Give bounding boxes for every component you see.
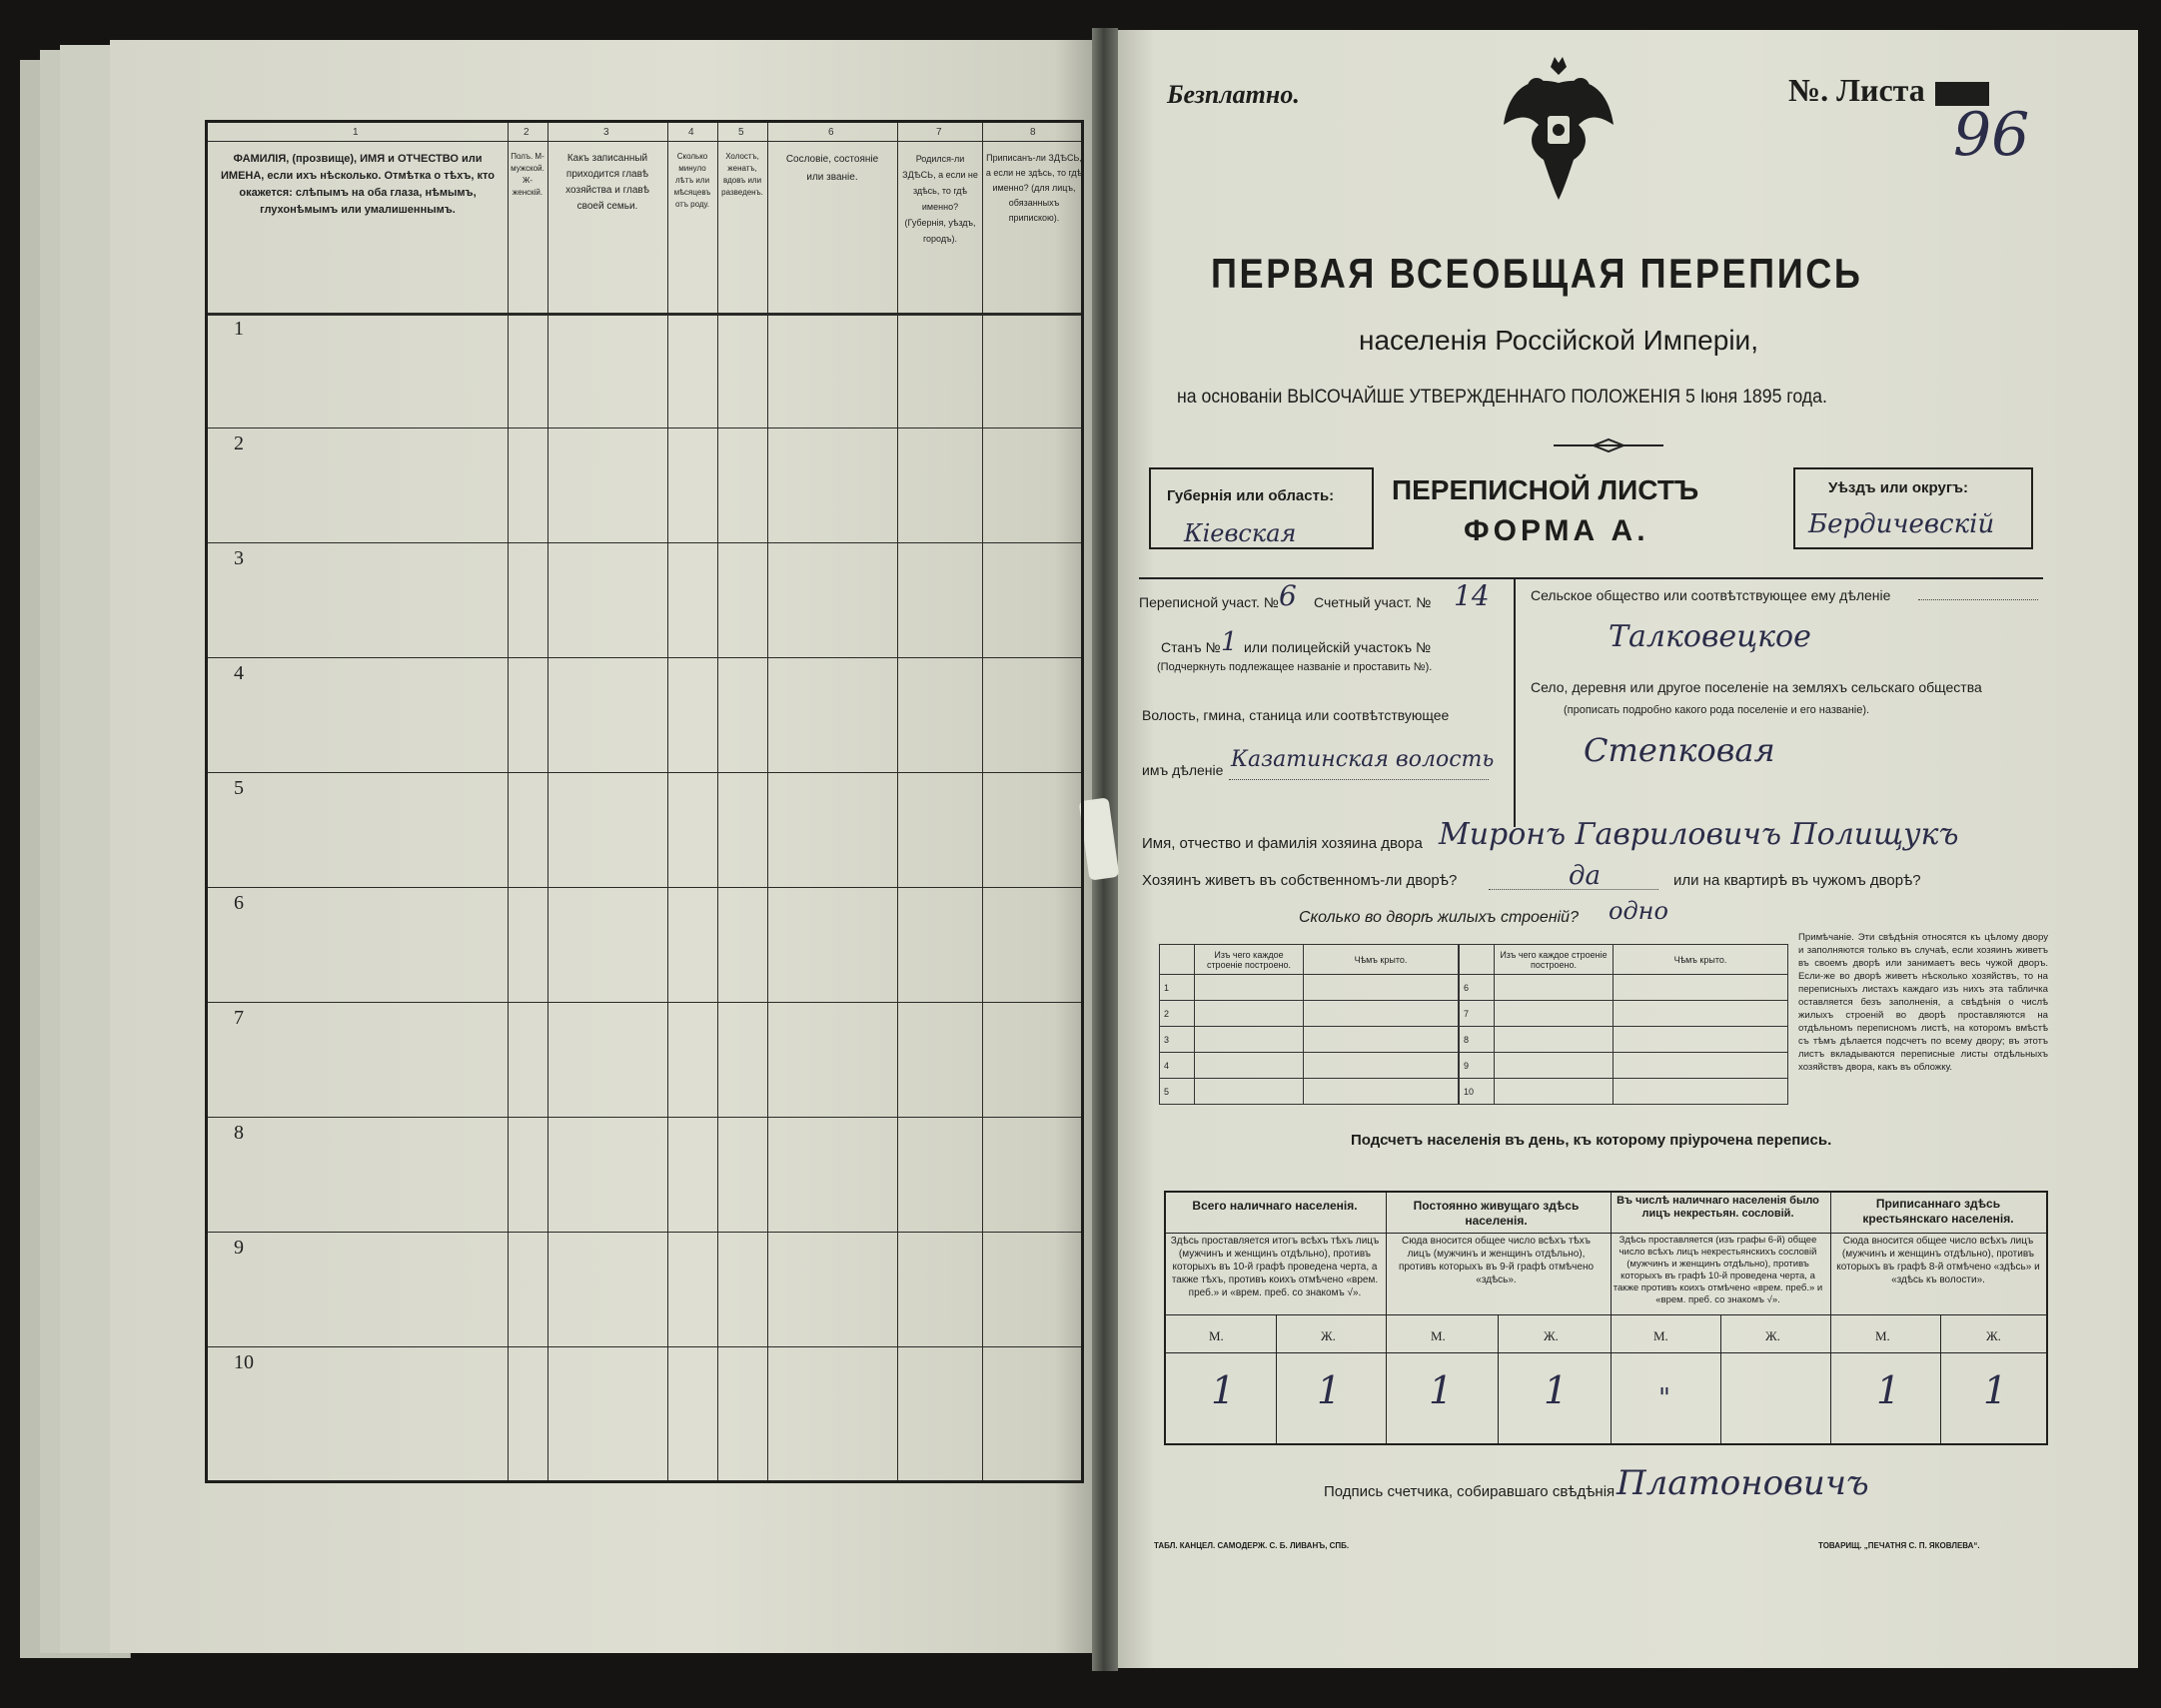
roof-header: Чѣмъ крыто. xyxy=(1614,945,1788,975)
form-type: ФОРМА А. xyxy=(1464,514,1649,547)
sheet-number-label: №. Листа xyxy=(1788,72,1925,108)
column-header-relation: Какъ записанный приходится главѣ хозяйства и главѣ своей семьи. xyxy=(565,153,649,212)
police-label: или полицейскій участокъ № xyxy=(1244,639,1432,655)
census-plot-label: Переписной участ. № xyxy=(1139,594,1279,610)
column-number: 3 xyxy=(603,127,609,138)
buildings-label: Сколько во дворѣ жилыхъ строеній? xyxy=(1299,909,1579,926)
row-number: 8 xyxy=(234,1122,244,1144)
female-label: Ж. xyxy=(1986,1328,2001,1343)
permanent-female-value[interactable]: 1 xyxy=(1544,1368,1569,1412)
building-row-number: 5 xyxy=(1160,1079,1195,1105)
village-value[interactable]: Степковая xyxy=(1584,731,1775,769)
male-label: М. xyxy=(1653,1328,1668,1343)
building-row-number: 8 xyxy=(1460,1027,1495,1053)
tally-header-total: Всего наличнаго населенія. xyxy=(1192,1199,1358,1213)
building-row-number: 9 xyxy=(1460,1053,1495,1079)
left-census-table xyxy=(205,120,1084,1483)
tally-desc-total: Здѣсь проставляется итогъ всѣхъ тѣхъ лицъ (мужчинъ и женщинъ отдѣльно), противъ которыхъ въ 10-й графѣ проведена черта, а также тѣхъ, противъ коихъ отмѣчено «врем. преб.» и «врем. преб. со знакомъ √». xyxy=(1170,1236,1380,1298)
row-number: 7 xyxy=(234,1007,244,1029)
column-number: 5 xyxy=(738,127,744,138)
tally-header-permanent: Постоянно живущаго здѣсь населенія. xyxy=(1413,1199,1580,1228)
buildings-note: Примѣчаніе. Эти свѣдѣнія относятся къ цѣлому двору и заполняются только въ случаѣ, если хозяинъ живетъ въ своемъ дворѣ или занимаетъ весь чужой дворъ. Если-же во дворѣ живетъ нѣсколько хозяйствъ, то на переписныхъ листахъ каждаго изъ нихъ эта табличка оставляется безъ заполненія, а свѣдѣнія о числѣ жилыхъ строеній во дворѣ проставляются на отдѣльномъ переписномъ листѣ, на которомъ вмѣстѣ съ тѣмъ дѣлается подсчетъ по всему двору; въ этотъ листъ вкладываются переписные листы отдѣльныхъ хозяйствъ двора, какъ въ обложку. xyxy=(1798,932,2048,1073)
building-row-number: 10 xyxy=(1460,1079,1495,1105)
uezd-value[interactable]: Бердичевскій xyxy=(1808,509,1995,539)
column-header-marital: Холостъ, женатъ, вдовъ или разведенъ. xyxy=(721,152,763,197)
female-label: Ж. xyxy=(1544,1328,1559,1343)
own-house-label: Хозяинъ живетъ въ собственномъ-ли дворѣ? xyxy=(1142,872,1458,889)
stan-label: Станъ № xyxy=(1161,639,1221,655)
building-row-number: 4 xyxy=(1160,1053,1195,1079)
printer-right: ТОВАРИЩ. „ПЕЧАТНЯ С. П. ЯКОВЛЕВА“. xyxy=(1818,1541,1980,1550)
volost-line xyxy=(1229,779,1489,780)
volost-label: Волость, гмина, станица или соотвѣтствующее xyxy=(1142,707,1450,723)
row-number: 9 xyxy=(234,1237,244,1259)
column-number: 2 xyxy=(524,127,530,138)
stan-value[interactable]: 1 xyxy=(1221,627,1238,657)
tally-desc-permanent: Сюда вносится общее число всѣхъ тѣхъ лицъ (мужчинъ и женщинъ отдѣльно), противъ которыхъ въ 9-й графѣ отмѣчено «здѣсь». xyxy=(1398,1236,1595,1285)
registered-female-value[interactable]: 1 xyxy=(1983,1368,2008,1412)
row-number: 5 xyxy=(234,777,244,799)
registered-male-value[interactable]: 1 xyxy=(1876,1368,1901,1412)
building-row-number: 3 xyxy=(1160,1027,1195,1053)
total-female-value[interactable]: 1 xyxy=(1317,1368,1342,1412)
row-number: 4 xyxy=(234,662,244,684)
column-number: 4 xyxy=(688,127,694,138)
column-header-birthplace: Родился-ли ЗДѢСЬ, а если не здѣсь, то гдѣ именно? (Губернія, уѣздъ, городъ). xyxy=(902,154,978,244)
guberniya-value[interactable]: Кіевская xyxy=(1184,519,1297,547)
tally-desc-nonpeasant: Здѣсь проставляется (изъ графы 6-й) общее число всѣхъ лицъ некрестьянскихъ сословій (мужчинъ и женщинъ отдѣльно), противъ которыхъ въ графѣ 10-й проведена черта, а также противъ коихъ отмѣчено «врем. преб.» и «врем. преб. со знакомъ √». xyxy=(1613,1235,1823,1305)
buildings-table-left xyxy=(1159,944,1459,1105)
column-number: 8 xyxy=(1030,127,1036,138)
form-title: ПЕРЕПИСНОЙ ЛИСТЪ xyxy=(1392,474,1699,505)
counting-plot-value[interactable]: 14 xyxy=(1454,579,1490,612)
column-number: 6 xyxy=(828,127,834,138)
sheet-number-value: 96 xyxy=(1953,100,2030,170)
printer-left: ТАБЛ. КАНЦЕЛ. САМОДЕРЖ. С. Б. ЛИВАНЪ, СПБ. xyxy=(1154,1541,1350,1550)
material-header: Изъ чего каждое строеніе построено. xyxy=(1195,945,1304,975)
male-label: М. xyxy=(1209,1328,1224,1343)
column-number: 1 xyxy=(353,127,359,138)
building-row-number: 1 xyxy=(1160,975,1195,1001)
village-label: Село, деревня или другое поселеніе на земляхъ сельскаго общества xyxy=(1531,679,1982,695)
row-number: 3 xyxy=(234,547,244,569)
guberniya-label: Губернія или область: xyxy=(1167,487,1335,504)
row-number: 1 xyxy=(234,318,244,340)
roof-header: Чѣмъ крыто. xyxy=(1304,945,1459,975)
society-label: Сельское общество или соотвѣтствующее ему дѣленіе xyxy=(1531,587,1891,603)
census-plot-value[interactable]: 6 xyxy=(1279,579,1297,612)
divider xyxy=(1139,577,2043,579)
counting-plot-label: Счетный участ. № xyxy=(1314,594,1432,610)
tally-title: Подсчетъ населенія въ день, къ которому пріурочена перепись. xyxy=(1351,1132,1832,1149)
volost-label-2: имъ дѣленіе xyxy=(1142,762,1224,778)
underline-note: (Подчеркнуть подлежащее названіе и проставить №). xyxy=(1157,661,1433,673)
volost-value[interactable]: Казатинская волость xyxy=(1231,747,1495,772)
column-header-age: Сколько минуло лѣтъ или мѣсяцевъ отъ роду. xyxy=(673,152,711,209)
population-tally-table xyxy=(1164,1191,2048,1445)
column-header-sex: Полъ. М-мужской. Ж-женскій. xyxy=(511,152,544,197)
row-number: 6 xyxy=(234,892,244,914)
row-number: 10 xyxy=(234,1351,254,1373)
nonpeasant-male-value[interactable]: " xyxy=(1658,1383,1670,1413)
society-line xyxy=(1918,599,2038,600)
basis-line: на основаніи ВЫСОЧАЙШЕ УТВЕРЖДЕННАГО ПОЛОЖЕНІЯ 5 Іюня 1895 года. xyxy=(1177,387,1827,408)
column-number: 7 xyxy=(936,127,942,138)
building-row-number: 7 xyxy=(1460,1001,1495,1027)
rent-label: или на квартирѣ въ чужомъ дворѣ? xyxy=(1673,872,1921,889)
uezd-label: Уѣздъ или округъ: xyxy=(1828,479,1969,496)
tally-header-registered: Приписаннаго здѣсь крестьянскаго населенія. xyxy=(1862,1197,2014,1226)
divider xyxy=(1514,577,1516,827)
page-title: ПЕРВАЯ ВСЕОБЩАЯ ПЕРЕПИСЬ xyxy=(1211,250,1863,297)
building-row-number: 6 xyxy=(1460,975,1495,1001)
female-label: Ж. xyxy=(1765,1328,1780,1343)
ornament-divider xyxy=(1554,437,1663,453)
signature-value[interactable]: Платоновичъ xyxy=(1617,1463,1869,1503)
permanent-male-value[interactable]: 1 xyxy=(1429,1368,1454,1412)
male-label: М. xyxy=(1431,1328,1446,1343)
column-header-name: ФАМИЛІЯ, (прозвище), ИМЯ и ОТЧЕСТВО или ИМЕНА, если ихъ нѣсколько. Отмѣтка о тѣхъ, кто окажется: слѣпымъ на оба глаза, нѣмымъ, глухонѣмымъ или умалишеннымъ. xyxy=(221,153,495,216)
male-label: М. xyxy=(1875,1328,1890,1343)
buildings-value[interactable]: одно xyxy=(1609,897,1668,925)
owner-value[interactable]: Миронъ Гавриловичъ Полищукъ xyxy=(1439,817,1959,852)
village-note: (прописать подробно какого рода поселеніе и его названіе). xyxy=(1564,704,1870,716)
material-header: Изъ чего каждое строеніе построено. xyxy=(1495,945,1614,975)
building-row-number: 2 xyxy=(1160,1001,1195,1027)
own-house-value[interactable]: да xyxy=(1569,861,1601,891)
page-subtitle: населенія Россійской Имперіи, xyxy=(1359,325,1758,356)
column-header-registered: Приписанъ-ли ЗДѢСЬ, а если не здѣсь, то гдѣ именно? (для лицъ, обязанныхъ припискою). xyxy=(985,153,1083,223)
society-value[interactable]: Талковецкое xyxy=(1609,619,1811,654)
free-label: Безплатно. xyxy=(1167,80,1300,109)
owner-label: Имя, отчество и фамилія хозяина двора xyxy=(1142,835,1423,852)
total-male-value[interactable]: 1 xyxy=(1211,1368,1236,1412)
tally-desc-registered: Сюда вносится общее число всѣхъ лицъ (мужчинъ и женщинъ отдѣльно), противъ которыхъ въ графѣ 8-й отмѣчено «здѣсь» и «здѣсь къ волости». xyxy=(1836,1236,2040,1285)
row-number: 2 xyxy=(234,432,244,454)
imperial-eagle-icon xyxy=(1499,55,1619,205)
female-label: Ж. xyxy=(1321,1328,1336,1343)
tally-header-nonpeasant: Въ числѣ наличнаго населенія было лицъ некрестьян. сословій. xyxy=(1617,1195,1819,1220)
signature-label: Подпись счетчика, собиравшаго свѣдѣнія xyxy=(1324,1483,1616,1500)
buildings-table-right xyxy=(1459,944,1788,1105)
column-header-estate: Сословіе, состояніе или званіе. xyxy=(785,154,879,183)
